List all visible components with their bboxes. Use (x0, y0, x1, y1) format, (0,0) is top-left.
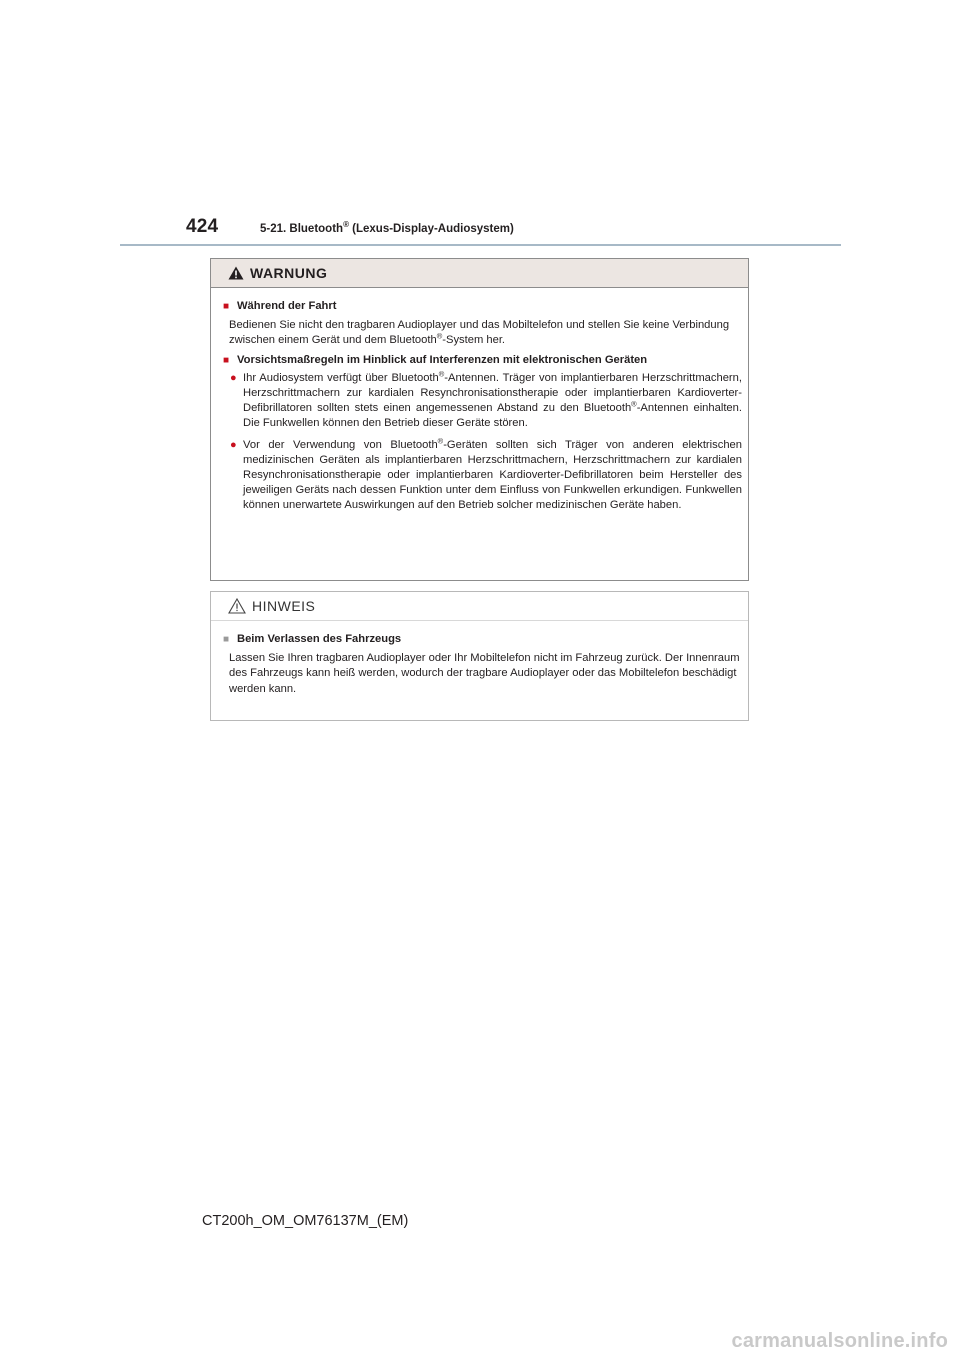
square-bullet-icon: ■ (223, 301, 230, 312)
footer-code: CT200h_OM_OM76137M_(EM) (202, 1213, 409, 1229)
list-item-text (243, 371, 742, 432)
text-run: -Antennen einhalten. Die Funkwellen können den Betrieb dieser Geräte stören. (243, 402, 742, 430)
paragraph-text: Bedienen Sie nicht den tragbaren Audioplayer und das Mobiltelefon und stellen Sie keine Verbindung zwischen einem Gerät und dem Bluetooth (229, 319, 730, 347)
running-header (260, 220, 514, 235)
header-rule (120, 244, 841, 246)
section-title (223, 632, 742, 647)
registered-mark: ® (436, 331, 443, 341)
list-item (230, 371, 742, 432)
text-run: Ihr Audiosystem verfügt über Bluetooth (243, 371, 439, 384)
section-title-text: Während der Fahrt (237, 300, 337, 312)
running-header-suffix: (Lexus-Display-Audiosystem) (348, 223, 514, 235)
registered-mark: ® (343, 220, 349, 230)
warning-box (210, 258, 749, 581)
section-title-text: Vorsichtsmaßregeln im Hinblick auf Interferenzen mit elektronischen Geräten (237, 353, 648, 366)
dot-bullet-icon: ● (230, 371, 237, 384)
page-number: 424 (186, 216, 219, 237)
warning-triangle-icon (228, 266, 244, 280)
section-title (223, 299, 742, 314)
list-item (230, 435, 742, 514)
notice-box-header (211, 592, 748, 621)
registered-mark: ® (631, 399, 637, 409)
section-paragraph (229, 318, 742, 348)
warning-box-header (211, 259, 748, 288)
notice-body (211, 621, 748, 697)
notice-title: HINWEIS (252, 598, 316, 614)
list-item-text (243, 435, 742, 514)
square-bullet-icon: ■ (223, 354, 230, 366)
section-title-text: Beim Verlassen des Fahrzeugs (237, 633, 402, 645)
square-bullet-icon: ■ (223, 634, 230, 645)
warning-title: WARNUNG (250, 265, 328, 281)
text-run: Vor der Verwendung von Bluetooth (243, 438, 438, 451)
warning-triangle-outline-icon (228, 598, 246, 614)
text-run: -Antennen. Träger von implantierbaren Herzschrittmachern, Herzschrittmachern zur kardialen Resynchronisationstherapie oder implantierbaren Kardioverter-Defibrillatoren sollten stets einen angemessenen Abstand zu den Bluetooth (243, 371, 742, 415)
text-run: -Geräten sollten sich Träger von anderen elektrischen medizinischen Geräten als implantierbaren Herzschrittmachern, Herzschrittmachern zur kardialen Resynchronisationstherapie oder implantierbaren Kardioverter-Defibrillatoren beim Hersteller des jeweiligen Geräts nach dessen Funktion unter dem Einfluss von Funkwellen erkundigen. Funkwellen können unerwartete Auswirkungen auf den Betrieb solcher medizinischen Geräte haben. (243, 438, 742, 512)
section-title (223, 353, 742, 368)
registered-mark: ® (438, 369, 445, 379)
running-header-prefix: 5-21. Bluetooth (260, 223, 344, 235)
dot-bullet-icon: ● (230, 438, 237, 451)
paragraph-text: -System her. (442, 334, 506, 347)
watermark: carmanualsonline.info (731, 1330, 948, 1352)
registered-mark: ® (437, 435, 444, 445)
section-paragraph: Lassen Sie Ihren tragbaren Audioplayer oder Ihr Mobiltelefon nicht im Fahrzeug zurück. Der Innenraum des Fahrzeugs kann heiß werden, wodurch der tragbare Audioplayer oder das Mobiltelefon beschädigt werden kann. (229, 652, 740, 695)
notice-box (210, 591, 749, 721)
warning-body (211, 288, 748, 514)
